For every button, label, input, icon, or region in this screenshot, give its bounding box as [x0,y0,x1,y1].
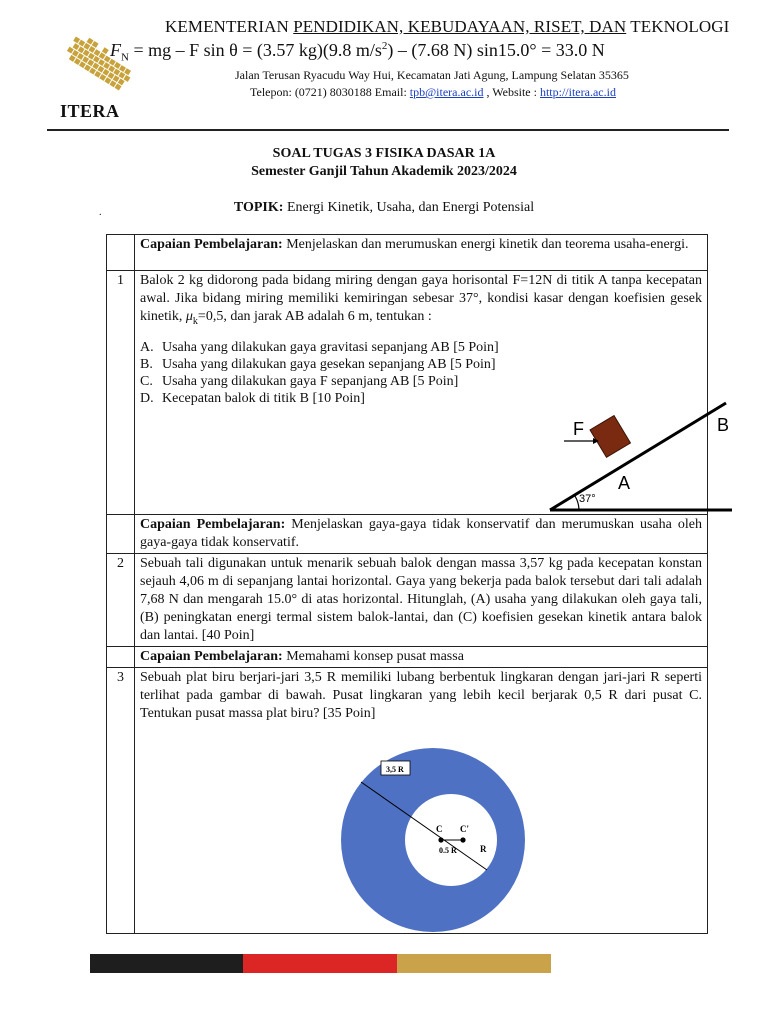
question-row-3 [107,668,708,934]
list-item: A. Usaha yang dilakukan gaya gravitasi sepanjang AB [5 Poin] [140,339,499,355]
question-text: Sebuah tali digunakan untuk menarik sebuah balok dengan massa 3,57 kg pada kecepatan konstan sejauh 4,06 m di sepanjang lantai horizontal. Gaya yang bekerja pada balok tersebut dari tali adalah 7,68 N dan mengarah 15.0° di atas horizontal. Hitunglah, (A) usaha yang dilakukan oleh gaya tali, (B) peningkatan energi termal sistem balok-lantai, dan (C) koefisien gesekan kinetik antara balok dan lantai. [40 Poin] [135,554,708,647]
list-item: D. Kecepatan balok di titik B [10 Poin] [140,390,365,406]
logo-text: ITERA [60,101,120,121]
cp-text: Memahami konsep pusat massa [282,649,464,664]
label-C-prime: C' [460,824,469,834]
label-F: F [573,419,584,439]
center-C-prime [460,837,465,842]
label-C: C [436,824,443,834]
question-number: 2 [107,554,135,647]
question-row-2 [107,554,708,647]
ministry-name: KEMENTERIAN PENDIDIKAN, KEBUDAYAAN, RISET, DAN TEKNOLOGI [165,17,730,36]
website-link[interactable]: http://itera.ac.id [539,85,616,99]
topic-line: TOPIK: Energi Kinetik, Usaha, dan Energi Potensial [233,200,535,215]
list-item: C. Usaha yang dilakukan gaya F sepanjang AB [5 Poin] [140,373,459,389]
overlay-formula: $F_N$ = mg – F sin θ = (3.57 kg)(9.8 $m/s^2) - (7.68$ N) sin15.0° = 33.0 N [110,40,605,64]
cp-text: Menjelaskan gaya-gaya tidak konservatif dan merumuskan usaha oleh gaya-gaya tidak konservatif. [140,517,702,550]
question-row-1 [107,271,708,515]
email-link[interactable]: tpb@itera.ac.id [409,85,484,99]
cp-text: Menjelaskan dan merumuskan energi kinetik dan teorema usaha-energi. [282,237,689,252]
cp-label: Capaian Pembelajaran: [140,517,286,532]
block [590,416,630,458]
footer-bar-gold [397,954,551,973]
question-table [106,234,730,934]
incline-diagram [515,376,735,516]
question-text: Balok 2 kg didorong pada bidang miring dengan gaya horisontal F=12N di titik A tanpa kecepatan awal. Jika bidang miring memiliki kemiringan sebesar 37°, kondisi kasar dengan koefisien gesek kinetik, $\mu_k=0,5$, dan jarak AB adalah 6 m, tentukan : [140,273,702,327]
question-text: Sebuah plat biru berjari-jari 3,5 R memiliki lubang berbentuk lingkaran dengan jari-jari R seperti terlihat pada gambar di bawah. Pusat lingkaran yang lebih kecil berjarak 0,5 R dari pusat C. Tentukan pusat massa plat biru? [35 Poin] [140,670,702,721]
doc-title: SOAL TUGAS 3 FISIKA DASAR 1A [272,146,496,161]
center-C [438,837,443,842]
cp-row-1 [107,235,708,271]
contact-line: Telepon: (0721) 8030188 Email: tpb@itera.ac.id , Website : http://itera.ac.id [250,85,616,99]
header-rule [47,129,729,131]
cp-row-2 [107,515,708,554]
question-number: 1 [107,271,135,515]
label-angle: 37° [579,493,596,505]
doc-subtitle: Semester Ganjil Tahun Akademik 2023/2024 [251,164,517,179]
label-A: A [618,473,631,493]
cp-row-3 [107,647,708,668]
radius-label: 3,5 R [386,765,404,774]
list-item: B. Usaha yang dilakukan gaya gesekan sepanjang AB [5 Poin] [140,356,496,372]
label-offset: 0.5 R [439,846,457,855]
question-number: 3 [107,668,135,934]
stray-dot: . [99,207,102,218]
footer-bar-black [90,954,243,973]
plate-diagram [315,736,551,932]
cp-label: Capaian Pembelajaran: [140,649,283,664]
cp-label: Capaian Pembelajaran: [140,237,283,252]
footer-bar-red [243,954,397,973]
label-R: R [480,844,487,854]
label-B: B [717,415,730,435]
address-line: Jalan Terusan Ryacudu Way Hui, Kecamatan Jati Agung, Lampung Selatan 35365 [235,68,629,82]
